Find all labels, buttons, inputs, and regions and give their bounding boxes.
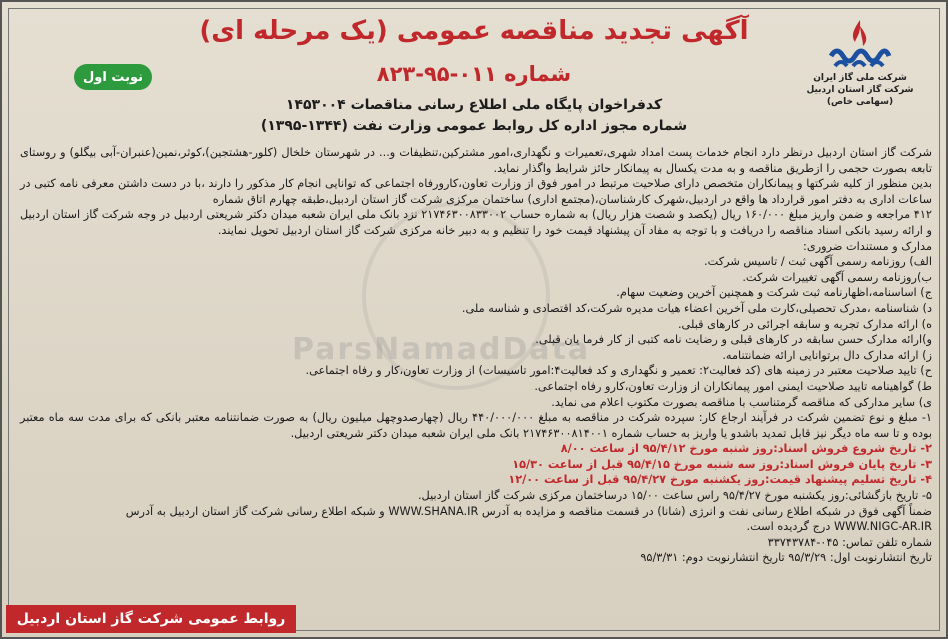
page-title: آگهی تجدید مناقصه عمومی (یک مرحله ای)	[199, 16, 749, 46]
note-paragraph-b: WWW.NIGC-AR.IR درج گردیده است.	[746, 520, 932, 534]
list-item: ج) اساسنامه،اظهارنامه ثبت شرکت و همچنین آخرین وضعیت سهام.	[616, 286, 932, 300]
public-relations-footer: روابط عمومی شرکت گاز استان اردبیل	[6, 605, 296, 633]
list-item: ه) ارائه مدارک تجربه و سابقه اجرائی در کارهای قبلی.	[677, 317, 932, 331]
contact-phone: شماره تلفن تماس: ۰۴۵-۳۳۷۴۳۷۸۴	[767, 535, 932, 549]
advertisement-body	[20, 145, 932, 566]
permit-number: شماره مجوز اداره کل روابط عمومی وزارت نفت (۱۳۴۴-۱۳۹۵)	[260, 118, 688, 134]
date-item: ۲- تاریخ شروع فروش اسناد:روز شنبه مورخ ۹۵/۴/۱۲ از ساعت ۸/۰۰	[560, 442, 932, 456]
date-item: ۳- تاریخ پایان فروش اسناد:روز سه شنبه مورخ ۹۵/۴/۱۵ قبل از ساعت ۱۵/۳۰	[512, 457, 932, 471]
issue-badge: نوبت اول	[74, 64, 152, 90]
list-item: الف) روزنامه رسمی آگهی ثبت / تاسیس شرکت.	[704, 255, 932, 269]
list-item: د) شناسنامه ،مدرک تحصیلی،کارت ملی آخرین اعضاء هیات مدیره شرکت،کد اقتصادی و شناسه ملی.	[461, 301, 932, 315]
list-item: ط) گواهینامه تایید صلاحیت ایمنی امور پیمانکاران از وزارت تعاون،کارو رفاه اجتماعی.	[534, 379, 932, 393]
logo-line-3: (سهامی خاص)	[826, 97, 894, 107]
tender-code: کدفراخوان پایگاه ملی اطلاع رسانی مناقصات ۱۴۵۳۰۰۴	[285, 97, 663, 113]
logo-line-2: شرکت گاز استان اردبیل	[806, 85, 914, 95]
date-item: ۴- تاریخ تسلیم پیشنهاد قیمت:روز یکشنبه مورخ ۹۵/۴/۲۷ قبل از ساعت ۱۲/۰۰	[508, 473, 932, 487]
intro-paragraph: شرکت گاز استان اردبیل درنظر دارد انجام خدمات پست امداد شهری،تعمیرات و نگهداری،امور مشترکین،تنظیفات و... در شهرستان خلخال (کلور-هشتجین)،کوثر،نمین(عنبران-آبی بیگلو) و روستای تابعه بصورت حجمی را ازطریق مناقصه و به مدت یکسال به پیمانکار حائز شرایط واگذار نماید.	[20, 146, 932, 175]
list-item: و)ارائه مدارک حسن سابقه در کارهای قبلی و رضایت نامه کتبی از کار فرما یان قبلی.	[535, 333, 932, 347]
list-item: ب)روزنامه رسمی آگهی تغییرات شرکت.	[742, 270, 932, 284]
logo-line-1: شرکت ملی گاز ایران	[813, 73, 907, 83]
list-item: ی) سایر مدارکی که مناقصه گرمتناسب با مناقصه بصورت مکتوب اعلام می نماید.	[551, 395, 932, 409]
list-item: ز) ارائه مدارک دال برتوانایی ارائه ضمانتنامه.	[722, 348, 932, 362]
note-paragraph-a: ضمناً آگهی فوق در شبکه اطلاع رسانی نفت و انرژی (شانا) در قسمت مناقصه و مزایده به آدرس WWW.SHANA.IR و شبکه اطلاع رسانی شرکت گاز استان اردبیل به آدرس	[125, 504, 932, 518]
guarantee-paragraph: ۱- مبلغ و نوع تضمین شرکت در فرآیند ارجاع کار: سپرده شرکت در مناقصه به مبلغ ۴۴۰/۰۰۰/۰۰۰ ریال (چهارصدوچهل میلیون ریال) به صورت ضمانتنامه معتبر بانکی که برای مدت سه ماه معتبر بوده و تا سه ماه دیگر نیز قابل تمدید باشدو یا واریز به حساب شماره ۲۱۷۴۶۳۰۰۸۱۴۰۰۱ بانک ملی ایران شعبه میدان دکتر شریعتی اردبیل.	[20, 411, 932, 440]
instructions-paragraph-b: ۴۱۲ مراجعه و ضمن واریز مبلغ ۱۶۰/۰۰۰ ریال (یکصد و شصت هزار ریال) به شماره حساب ۲۱۷۴۶۳۰۰۸۳۳۰۰۲ نزد بانک ملی ایران شعبه میدان دکتر شریعتی اردبیل در وجه شرکت گاز استان اردبیل و ارائه رسید بانکی اسناد مناقصه را دریافت و با توجه به مفاد آن پیشنهاد قیمت خود را تنظیم و به دبیر خانه مرکزی شرکت گاز استان اردبیل تحویل نمایند.	[20, 208, 932, 237]
date-item: ۵- تاریخ بازگشائی:روز یکشنبه مورخ ۹۵/۴/۲۷ راس ساعت ۱۵/۰۰ درساختمان مرکزی شرکت گاز استان اردبیل.	[417, 489, 932, 503]
watermark: ParsNamadData	[292, 332, 591, 367]
publication-dates: تاریخ انتشارنوبت اول: ۹۵/۳/۲۹ تاریخ انتشارنوبت دوم: ۹۵/۳/۳۱	[640, 551, 932, 565]
list-item: ح) تایید صلاحیت معتبر در زمینه های (کد فعالیت۲: تعمیر و نگهداری و کد فعالیت۴:امور تاسیسات) از وزارت تعاون،کار و رفاه اجتماعی.	[305, 364, 932, 378]
documents-heading: مدارک و مستندات ضروری:	[803, 239, 932, 253]
tender-number: شماره ۰۱۱-۹۵-۸۲۳	[376, 62, 572, 86]
instructions-paragraph-a: بدین منظور از کلیه شرکتها و پیمانکاران متخصص دارای صلاحیت مرتبط در امور فوق از وزارت تعاون،کارورفاه اجتماعی که توانایی انجام کار مذکور را دارند ،با در دست داشتن معرفی نامه کتبی در ساعات اداری به دفتر امور قرارداد ها واقع در اردبیل،شهرک کارشناسان،(مجتمع اداری) ساختمان مرکزی شرکت گاز استان اردبیل،طبقه چهارم اتاق شماره	[20, 177, 932, 206]
